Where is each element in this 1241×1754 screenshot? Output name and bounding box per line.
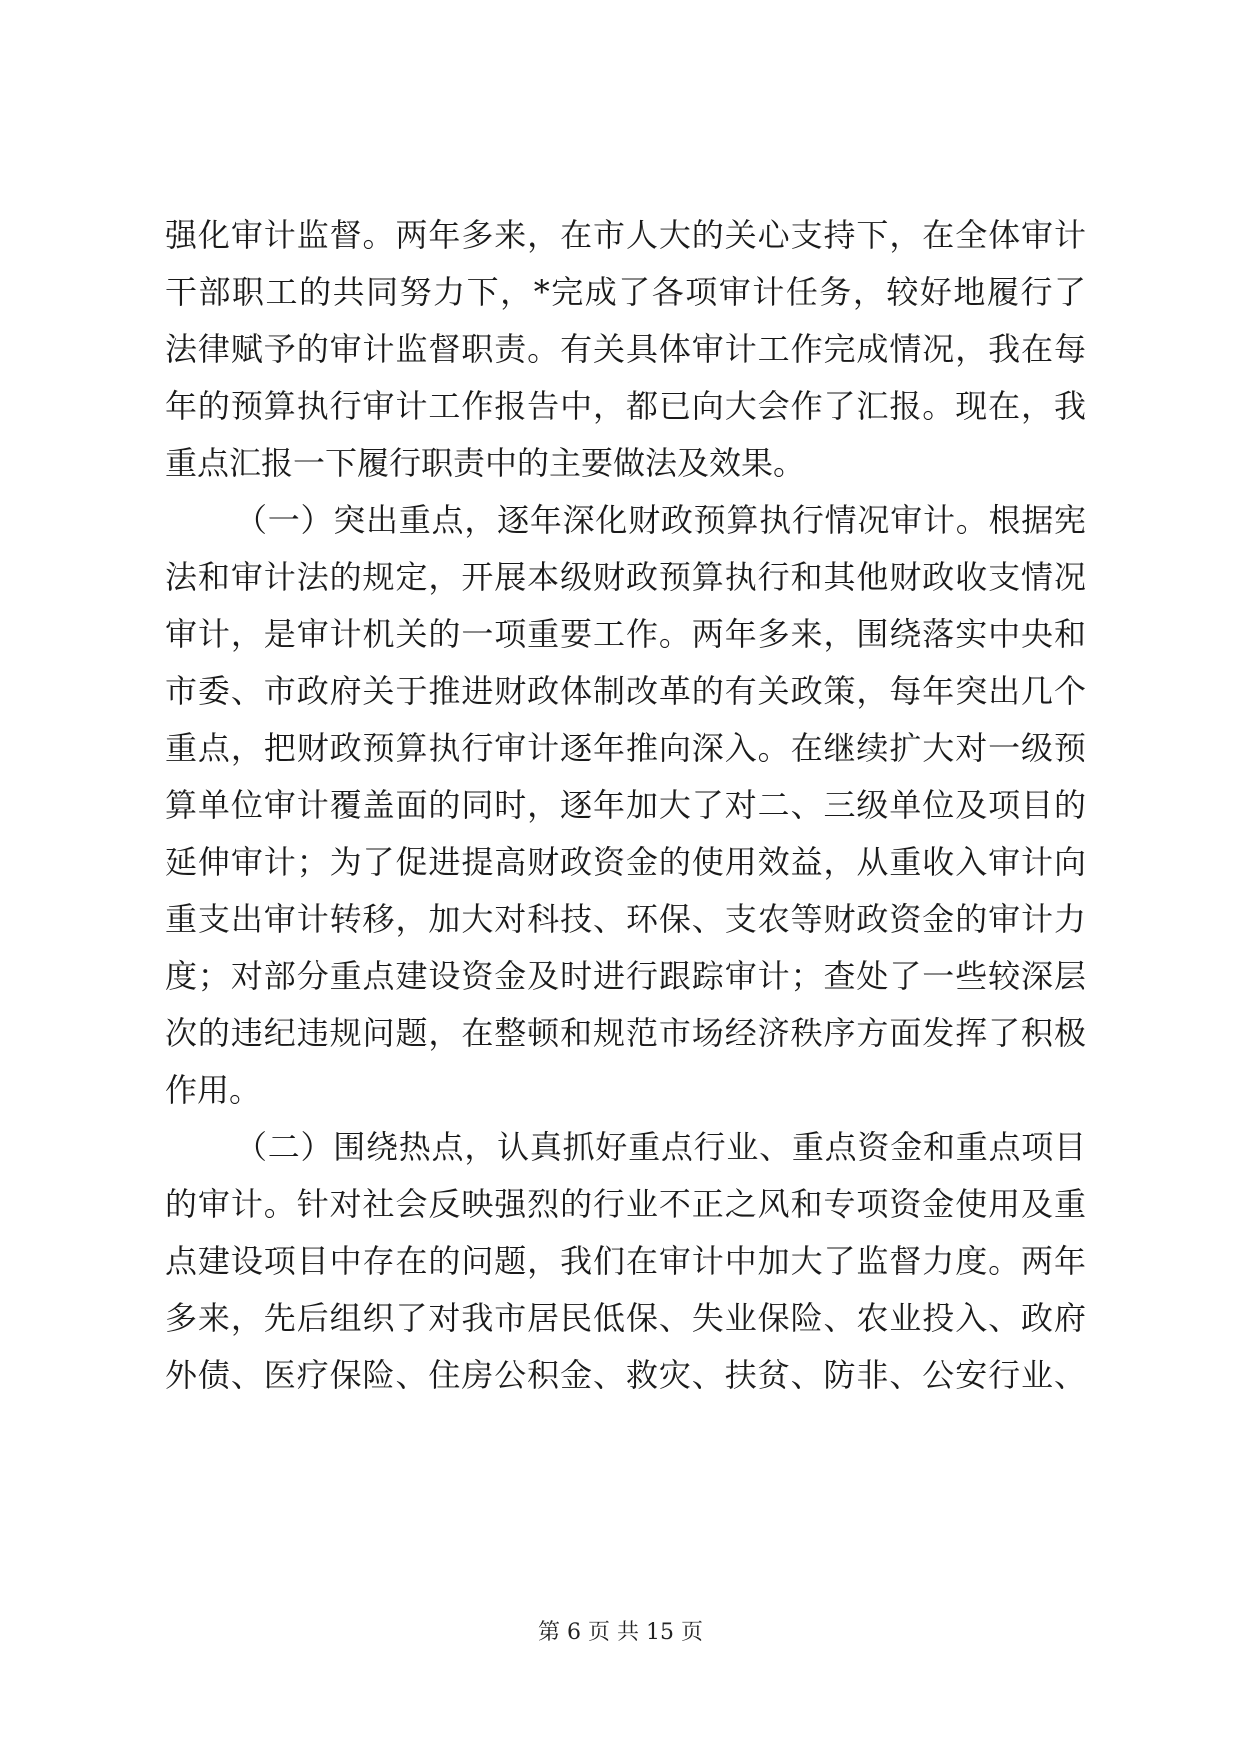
text-line: 年的预算执行审计工作报告中，都已向大会作了汇报。现在，我 (165, 387, 1086, 425)
paragraph-2 (165, 492, 1086, 1119)
text-line: （一）突出重点，逐年深化财政预算执行情况审计。根据宪 (235, 501, 1086, 539)
text-line: 延伸审计；为了促进提高财政资金的使用效益，从重收入审计向 (165, 843, 1086, 881)
text-line: 点建设项目中存在的问题，我们在审计中加大了监督力度。两年 (165, 1242, 1086, 1280)
text-line: 算单位审计覆盖面的同时，逐年加大了对二、三级单位及项目的 (165, 786, 1086, 824)
text-line: 干部职工的共同努力下，*完成了各项审计任务，较好地履行了 (165, 273, 1086, 311)
text-line: 审计，是审计机关的一项重要工作。两年多来，围绕落实中央和 (165, 615, 1086, 653)
document-body (165, 207, 1086, 1404)
paragraph-3 (165, 1119, 1086, 1404)
text-line: 重支出审计转移，加大对科技、环保、支农等财政资金的审计力 (165, 900, 1086, 938)
page-number-footer: 第 6 页 共 15 页 (538, 1620, 703, 1645)
text-line: 法律赋予的审计监督职责。有关具体审计工作完成情况，我在每 (165, 330, 1086, 368)
text-line: 作用。 (165, 1071, 262, 1109)
text-line: 的审计。针对社会反映强烈的行业不正之风和专项资金使用及重 (165, 1185, 1086, 1223)
text-line: （二）围绕热点，认真抓好重点行业、重点资金和重点项目 (235, 1128, 1086, 1166)
text-line: 法和审计法的规定，开展本级财政预算执行和其他财政收支情况 (165, 558, 1086, 596)
paragraph-1 (165, 207, 1086, 492)
text-line: 外债、医疗保险、住房公积金、救灾、扶贫、防非、公安行业、 (165, 1356, 1086, 1394)
text-line: 多来，先后组织了对我市居民低保、失业保险、农业投入、政府 (165, 1299, 1086, 1337)
text-line: 重点汇报一下履行职责中的主要做法及效果。 (165, 444, 806, 482)
text-line: 重点，把财政预算执行审计逐年推向深入。在继续扩大对一级预 (165, 729, 1086, 767)
text-line: 次的违纪违规问题，在整顿和规范市场经济秩序方面发挥了积极 (165, 1014, 1086, 1052)
text-line: 度；对部分重点建设资金及时进行跟踪审计；查处了一些较深层 (165, 957, 1086, 995)
text-line: 市委、市政府关于推进财政体制改革的有关政策，每年突出几个 (165, 672, 1086, 710)
text-line: 强化审计监督。两年多来，在市人大的关心支持下，在全体审计 (165, 216, 1086, 254)
